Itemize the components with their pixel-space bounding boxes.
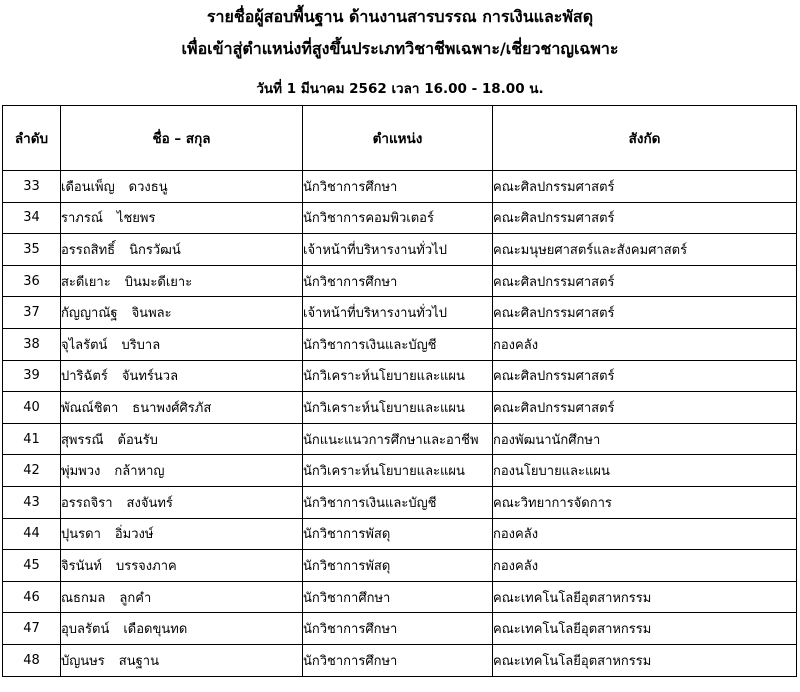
table-row	[3, 265, 797, 297]
row-order-number: 38	[3, 328, 61, 360]
row-department: คณะศิลปกรรมศาสตร์	[493, 360, 797, 392]
table-row	[3, 518, 797, 550]
first-name: ปุนรดา	[61, 527, 101, 543]
row-position: นักวิชาการศึกษา	[303, 171, 493, 203]
row-order-number: 37	[3, 297, 61, 329]
table-row	[3, 297, 797, 329]
table-row	[3, 550, 797, 582]
table-row	[3, 644, 797, 676]
table-row	[3, 423, 797, 455]
first-name: อรรถจิรา	[61, 495, 113, 511]
last-name: บินมะดีเยาะ	[124, 274, 193, 290]
row-order-number: 33	[3, 171, 61, 203]
first-name: สะดีเยาะ	[61, 274, 111, 290]
table-row	[3, 486, 797, 518]
document-subtitle: เพื่อเข้าสู่ตำแหน่งที่สูงขึ้นประเภทวิชาชีพเฉพาะ/เชี่ยวชาญเฉพาะ	[181, 39, 619, 58]
table-row	[3, 234, 797, 266]
row-order-number: 46	[3, 581, 61, 613]
table-row	[3, 455, 797, 487]
row-full-name	[61, 518, 303, 550]
row-full-name	[61, 234, 303, 266]
row-position: นักวิเคราะห์นโยบายและแผน	[303, 455, 493, 487]
table-row	[3, 392, 797, 424]
table-row	[3, 613, 797, 645]
row-position: นักวิชาการศึกษา	[303, 613, 493, 645]
table-row	[3, 171, 797, 203]
row-position: นักวิชาการเงินและบัญชี	[303, 486, 493, 518]
row-full-name	[61, 550, 303, 582]
last-name: ต้อนรับ	[117, 432, 158, 448]
first-name: พุ่มพวง	[61, 464, 101, 480]
row-position: นักวิชาการศึกษา	[303, 644, 493, 676]
last-name: ดวงธนู	[128, 179, 168, 195]
first-name: ราภรณ์	[61, 211, 103, 227]
row-order-number: 45	[3, 550, 61, 582]
row-position: นักแนะแนวการศึกษาและอาชีพ	[303, 423, 493, 455]
first-name: เดือนเพ็ญ	[61, 179, 115, 195]
row-position: นักวิชาการพัสดุ	[303, 550, 493, 582]
last-name: นิกรวัฒน์	[129, 242, 181, 258]
row-department: กองพัฒนานักศึกษา	[493, 423, 797, 455]
last-name: สนฐาน	[118, 653, 159, 669]
row-order-number: 41	[3, 423, 61, 455]
row-department: คณะศิลปกรรมศาสตร์	[493, 171, 797, 203]
row-order-number: 36	[3, 265, 61, 297]
row-department: กองคลัง	[493, 550, 797, 582]
last-name: จินพละ	[131, 306, 172, 322]
row-full-name	[61, 265, 303, 297]
last-name: เดือดขุนทด	[123, 622, 188, 638]
first-name: จุไลรัตน์	[61, 337, 108, 353]
first-name: พัณณ์ชิตา	[61, 400, 119, 416]
row-position: นักวิชากาศึกษา	[303, 581, 493, 613]
table-body	[3, 171, 797, 677]
row-department: กองนโยบายและแผน	[493, 455, 797, 487]
row-position: นักวิชาการศึกษา	[303, 265, 493, 297]
row-full-name	[61, 644, 303, 676]
first-name: อุบลรัตน์	[61, 622, 110, 638]
row-full-name	[61, 328, 303, 360]
row-department: คณะศิลปกรรมศาสตร์	[493, 392, 797, 424]
table-row	[3, 581, 797, 613]
row-full-name	[61, 581, 303, 613]
column-header-position: ตำแหน่ง	[303, 106, 493, 171]
row-full-name	[61, 297, 303, 329]
row-department: คณะเทคโนโลยีอุตสาหกรรม	[493, 613, 797, 645]
row-full-name	[61, 613, 303, 645]
last-name: ไชยพร	[116, 211, 156, 227]
table-row	[3, 360, 797, 392]
row-order-number: 44	[3, 518, 61, 550]
row-position: นักวิเคราะห์นโยบายและแผน	[303, 392, 493, 424]
row-department: คณะเทคโนโลยีอุตสาหกรรม	[493, 644, 797, 676]
row-order-number: 39	[3, 360, 61, 392]
row-position: นักวิชาการพัสดุ	[303, 518, 493, 550]
row-full-name	[61, 423, 303, 455]
column-header-department: สังกัด	[493, 106, 797, 171]
document-title: รายชื่อผู้สอบพื้นฐาน ด้านงานสารบรรณ การเงินและพัสดุ	[206, 7, 594, 26]
last-name: ธนาพงศ์ศิรภัส	[132, 400, 212, 416]
last-name: ลูกคำ	[119, 590, 152, 606]
row-order-number: 48	[3, 644, 61, 676]
row-position: นักวิเคราะห์นโยบายและแผน	[303, 360, 493, 392]
last-name: บริบาล	[121, 337, 161, 353]
row-department: กองคลัง	[493, 518, 797, 550]
row-order-number: 35	[3, 234, 61, 266]
first-name: บัญนษร	[61, 653, 105, 669]
row-order-number: 34	[3, 202, 61, 234]
row-order-number: 42	[3, 455, 61, 487]
exam-date-time: วันที่ 1 มีนาคม 2562 เวลา 16.00 - 18.00 น.	[256, 81, 544, 97]
row-department: กองคลัง	[493, 328, 797, 360]
row-order-number: 43	[3, 486, 61, 518]
row-department: คณะศิลปกรรมศาสตร์	[493, 202, 797, 234]
last-name: อิ่มวงษ์	[114, 527, 154, 543]
first-name: จิรนันท์	[61, 558, 102, 574]
table-row	[3, 202, 797, 234]
row-position: เจ้าหน้าที่บริหารงานทั่วไป	[303, 234, 493, 266]
row-full-name	[61, 392, 303, 424]
first-name: อรรถสิทธิ์	[61, 242, 116, 258]
first-name: สุพรรณี	[61, 432, 104, 448]
last-name: บรรจงภาค	[115, 558, 177, 574]
first-name: ปาริฉัตร์	[61, 369, 108, 385]
row-full-name	[61, 486, 303, 518]
row-position: เจ้าหน้าที่บริหารงานทั่วไป	[303, 297, 493, 329]
last-name: กล้าหาญ	[114, 464, 165, 480]
row-department: คณะเทคโนโลยีอุตสาหกรรม	[493, 581, 797, 613]
row-department: คณะศิลปกรรมศาสตร์	[493, 297, 797, 329]
row-full-name	[61, 171, 303, 203]
row-department: คณะวิทยาการจัดการ	[493, 486, 797, 518]
last-name: สงจันทร์	[126, 495, 173, 511]
first-name: กัญญาณัฐ	[61, 306, 118, 322]
row-department: คณะศิลปกรรมศาสตร์	[493, 265, 797, 297]
row-order-number: 40	[3, 392, 61, 424]
row-position: นักวิชาการเงินและบัญชี	[303, 328, 493, 360]
row-full-name	[61, 202, 303, 234]
examinee-table	[2, 105, 797, 677]
column-header-name: ชื่อ – สกุล	[61, 106, 303, 171]
row-position: นักวิชาการคอมพิวเตอร์	[303, 202, 493, 234]
table-row	[3, 328, 797, 360]
row-department: คณะมนุษยศาสตร์และสังคมศาสตร์	[493, 234, 797, 266]
column-header-order: ลำดับ	[3, 106, 61, 171]
first-name: ณธกมล	[61, 590, 106, 606]
row-full-name	[61, 360, 303, 392]
row-order-number: 47	[3, 613, 61, 645]
table-header-row	[3, 106, 797, 171]
last-name: จันทร์นวล	[121, 369, 179, 385]
row-full-name	[61, 455, 303, 487]
